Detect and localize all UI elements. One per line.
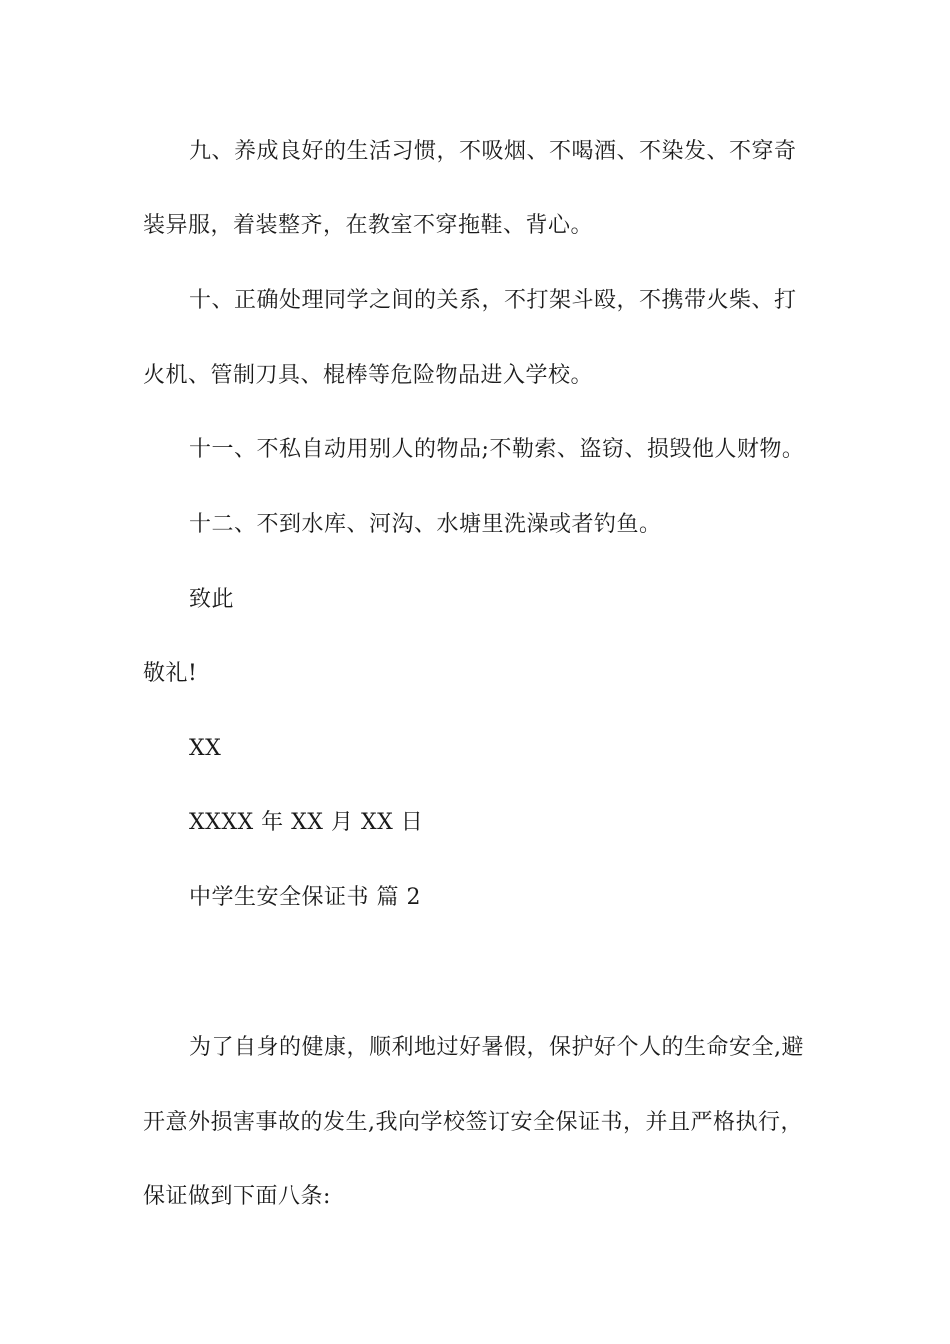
paragraph-item-11: 十一、不私自动用别人的物品;不勒索、盗窃、损毁他人财物。: [189, 437, 805, 462]
paragraph-item-10-line-1: 十、正确处理同学之间的关系，不打架斗殴，不携带火柴、打: [189, 288, 797, 313]
intro-paragraph-line-3: 保证做到下面八条:: [143, 1184, 331, 1209]
paragraph-item-10-line-2: 火机、管制刀具、棍棒等危险物品进入学校。: [143, 363, 594, 388]
paragraph-item-12: 十二、不到水库、河沟、水塘里洗澡或者钓鱼。: [189, 512, 662, 537]
intro-paragraph-line-2: 开意外损害事故的发生,我向学校签订安全保证书，并且严格执行，: [143, 1110, 803, 1135]
salutation: 敬礼!: [143, 661, 198, 686]
paragraph-item-9-line-1: 九、养成良好的生活习惯，不吸烟、不喝酒、不染发、不穿奇: [189, 139, 797, 164]
closing-phrase: 致此: [189, 587, 235, 612]
intro-paragraph-line-1: 为了自身的健康，顺利地过好暑假，保护好个人的生命安全,避: [189, 1035, 804, 1060]
signature-name: XX: [189, 736, 222, 761]
signature-date: XXXX 年 XX 月 XX 日: [189, 810, 424, 835]
paragraph-item-9-line-2: 装异服，着装整齐，在教室不穿拖鞋、背心。: [143, 213, 594, 238]
section-heading: 中学生安全保证书 篇 2: [189, 885, 421, 910]
